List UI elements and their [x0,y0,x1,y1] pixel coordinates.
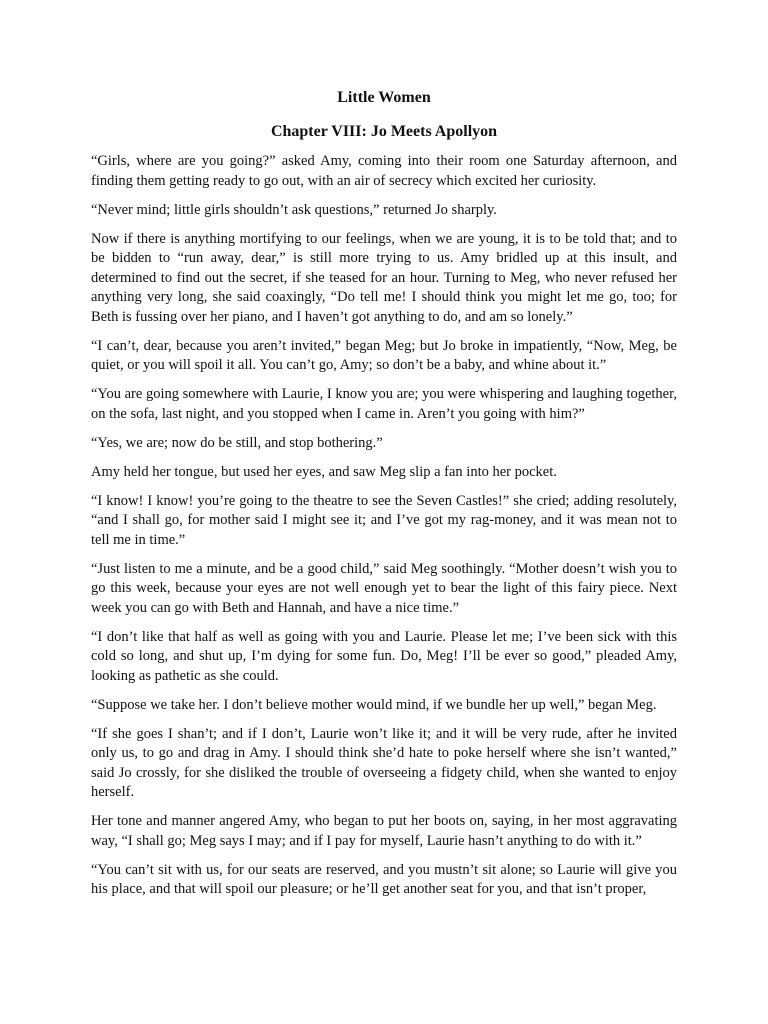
paragraph: “I can’t, dear, because you aren’t invited,” began Meg; but Jo broke in impatiently, “Now, Meg, be quiet, or you will spoil it all. You can’t go, Amy; so don’t be a baby, and whine about it.” [91,337,677,373]
paragraph: “You are going somewhere with Laurie, I know you are; you were whispering and laughing together, on the sofa, last night, and you stopped when I came in. Aren’t you going with him?” [91,386,677,422]
book-title: Little Women [337,89,431,106]
paragraph: “Never mind; little girls shouldn’t ask questions,” returned Jo sharply. [91,201,497,218]
paragraph: Now if there is anything mortifying to our feelings, when we are young, it is to be told that; and to be bidden to “run away, dear,” is still more trying to us. Amy bridled up at this insult, and determined to find out the secret, if she teased for an hour. Turning to Meg, who never refused her anything very long, she said coaxingly, “Do tell me! I should think you might let me go, too; for Beth is fussing over her piano, and I haven’t got anything to do, and am so lonely.” [91,230,677,325]
paragraph: “Just listen to me a minute, and be a good child,” said Meg soothingly. “Mother doesn’t wish you to go this week, because your eyes are not well enough yet to bear the light of this fairy piece. Next week you can go with Beth and Hannah, and have a nice time.” [91,560,677,616]
paragraph: “I don’t like that half as well as going with you and Laurie. Please let me; I’ve been sick with this cold so long, and shut up, I’m dying for some fun. Do, Meg! I’ll be ever so good,” pleaded Amy, looking as pathetic as she could. [91,628,677,684]
paragraph: “I know! I know! you’re going to the theatre to see the Seven Castles!” she cried; adding resolutely, “and I shall go, for mother said I might see it; and I’ve got my rag-money, and it was mean not to tell me in time.” [91,492,677,548]
paragraph: “Yes, we are; now do be still, and stop bothering.” [91,434,383,451]
paragraph: “You can’t sit with us, for our seats are reserved, and you mustn’t sit alone; so Laurie will give you his place, and that will spoil our pleasure; or he’ll get another seat for you, and that isn’t proper, [91,861,677,897]
paragraph: Her tone and manner angered Amy, who began to put her boots on, saying, in her most aggravating way, “I shall go; Meg says I may; and if I pay for myself, Laurie hasn’t anything to do with it.” [91,813,677,849]
paragraph: “If she goes I shan’t; and if I don’t, Laurie won’t like it; and it will be very rude, after he invited only us, to go and drag in Amy. I should think she’d hate to poke herself where she isn’t wanted,” said Jo crossly, for she disliked the trouble of overseeing a fidgety child, when she wanted to enjoy herself. [91,725,677,800]
document-page [91,88,677,909]
paragraph: “Suppose we take her. I don’t believe mother would mind, if we bundle her up well,” began Meg. [91,696,657,713]
paragraph: “Girls, where are you going?” asked Amy, coming into their room one Saturday afternoon, and finding them getting ready to go out, with an air of secrecy which excited her curiosity. [91,153,677,189]
chapter-title: Chapter VIII: Jo Meets Apollyon [270,123,498,140]
paragraph: Amy held her tongue, but used her eyes, and saw Meg slip a fan into her pocket. [91,463,557,480]
